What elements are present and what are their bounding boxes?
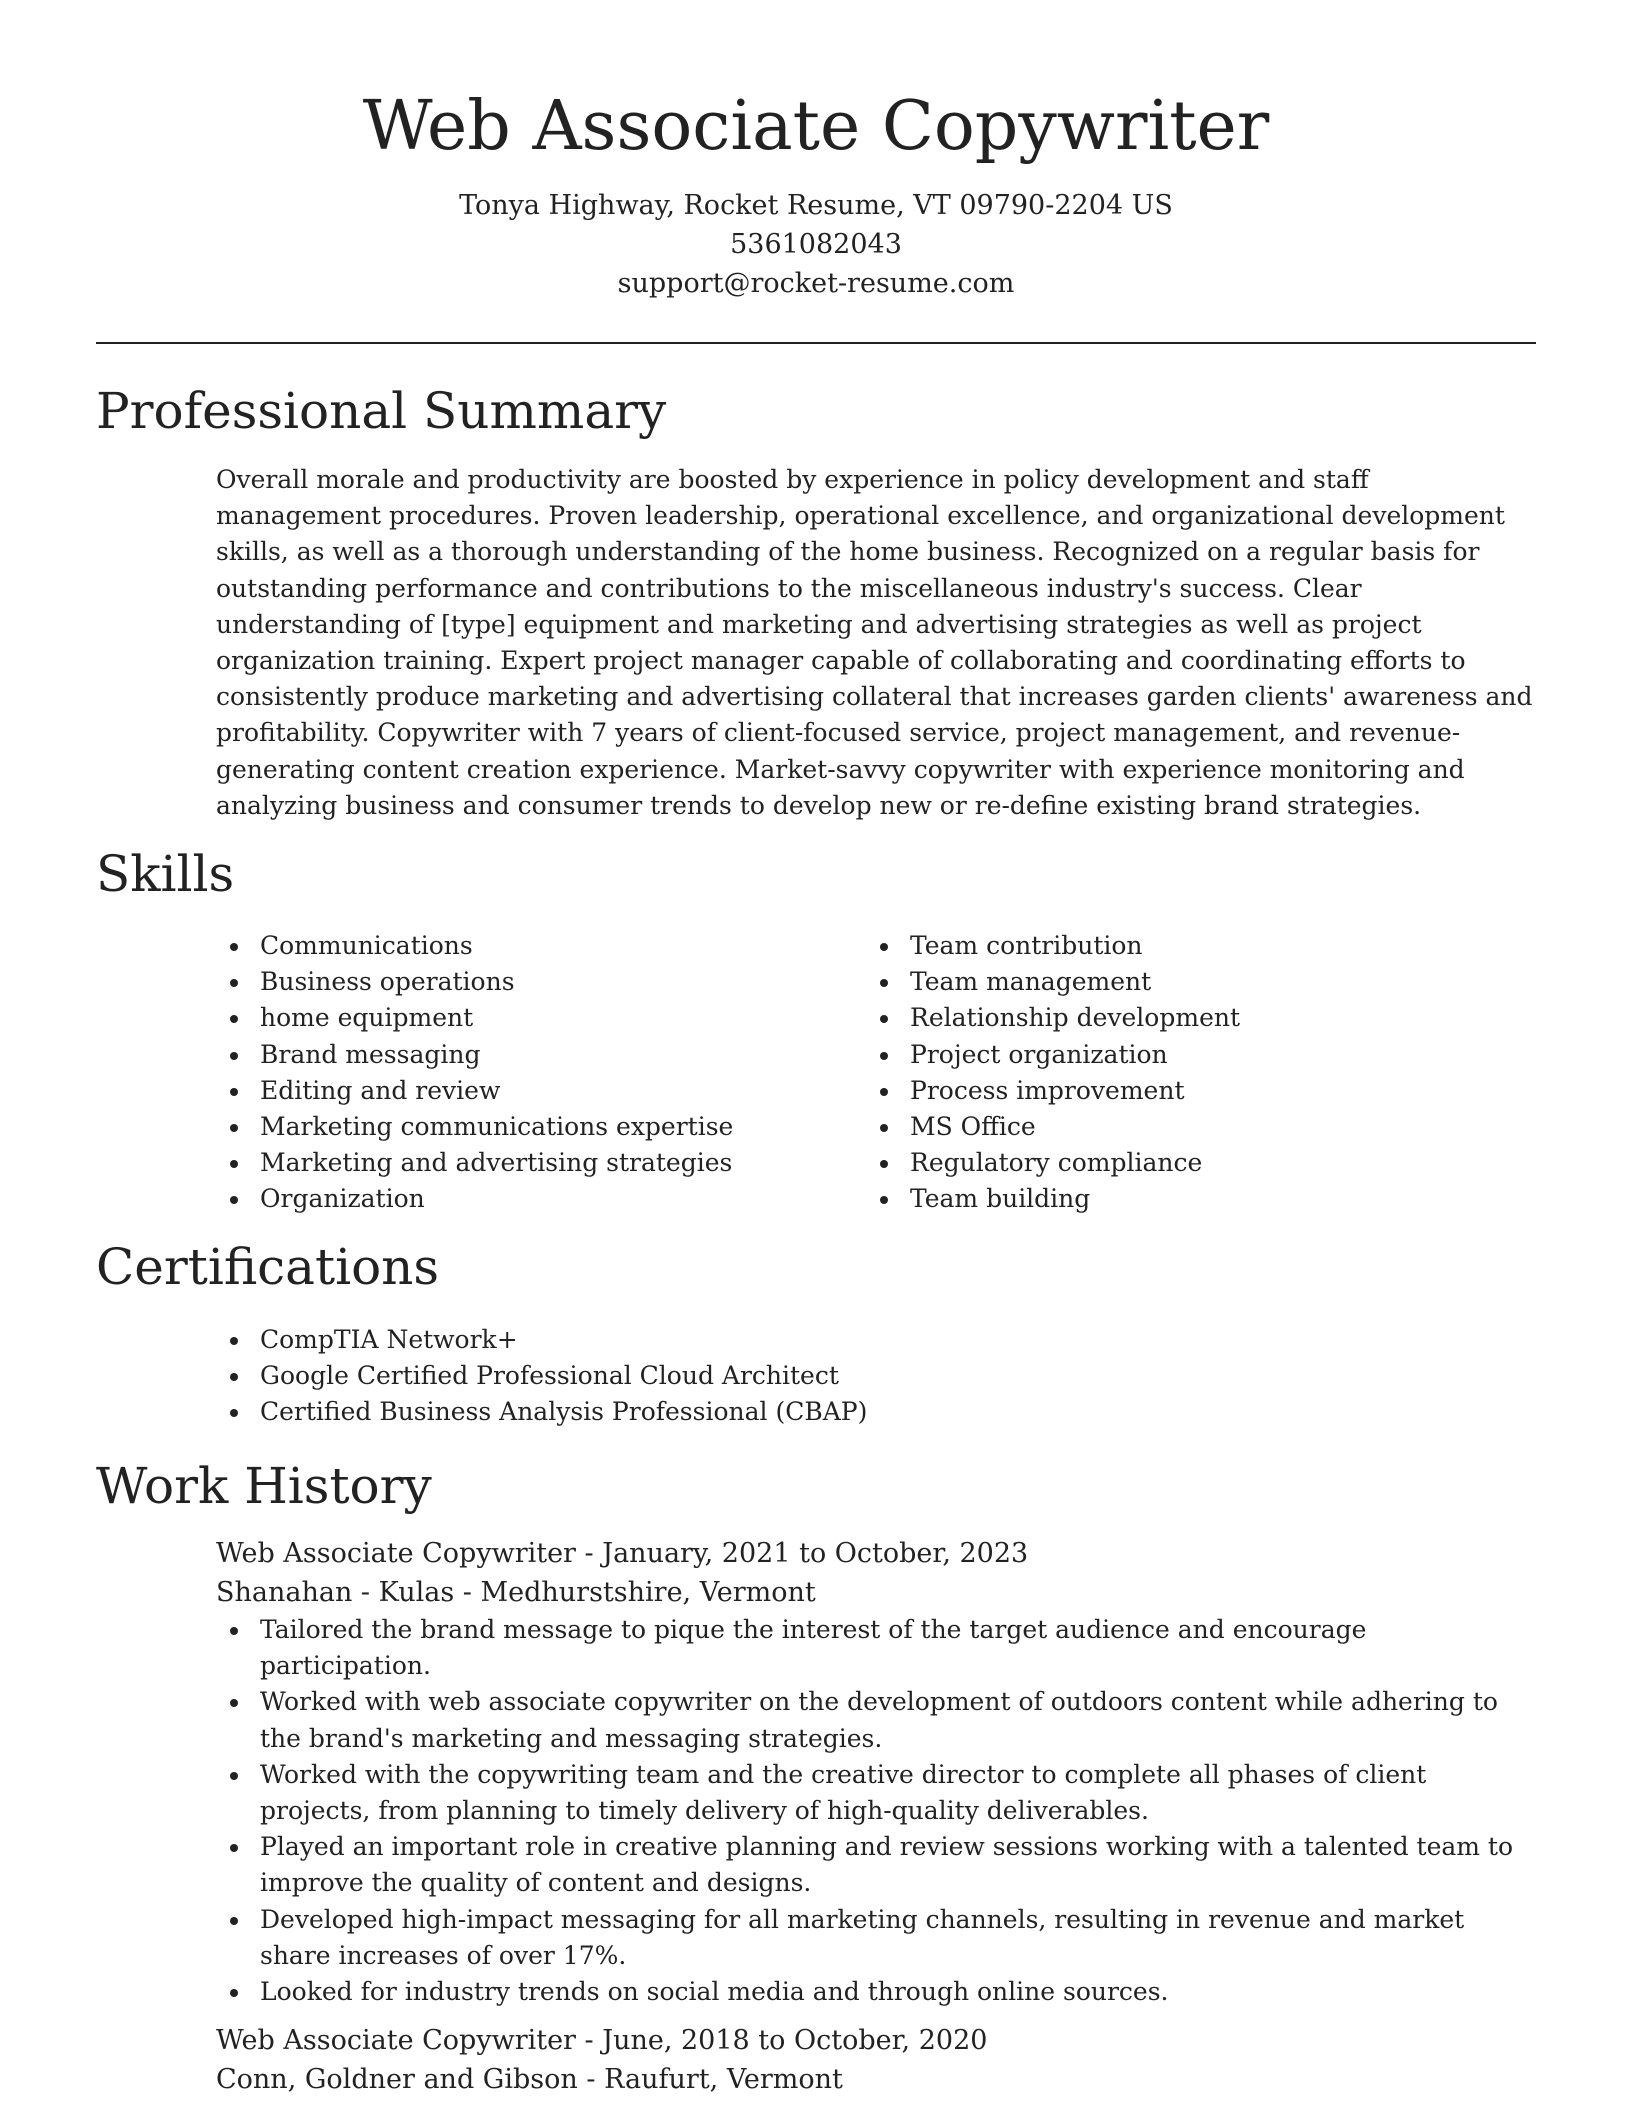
skill-item: home equipment [216,1000,856,1036]
contact-info [96,186,1536,303]
certification-item: CompTIA Network+ [216,1322,1536,1358]
header-divider [96,342,1536,344]
candidate-name: Web Associate Copywriter [362,87,1270,166]
job-entry [216,1534,1536,2010]
job-bullets [216,1612,1536,2010]
job-dates: - June, 2018 to October, 2020 [575,2025,988,2056]
skill-item: MS Office [866,1109,1506,1145]
job-title-line [216,2021,1536,2060]
job-title: Web Associate Copywriter [216,2025,576,2056]
skills-list-right [866,928,1506,1218]
job-entry [216,2021,1536,2099]
job-location: - Medhurstshire, Vermont [454,1577,816,1608]
skill-item: Regulatory compliance [866,1145,1506,1181]
contact-email: support@rocket-resume.com [617,268,1015,299]
skill-item: Team contribution [866,928,1506,964]
section-title-work-history: Work History [96,1457,432,1515]
skill-item: Team management [866,964,1506,1000]
job-bullet: Looked for industry trends on social media and through online sources. [216,1974,1536,2010]
job-company-line [216,1573,1536,1612]
skill-item: Organization [216,1181,856,1217]
skill-item: Project organization [866,1037,1506,1073]
job-title-line [216,1534,1536,1573]
job-company-line [216,2060,1536,2099]
section-title-skills: Skills [96,845,235,903]
skill-item: Team building [866,1181,1506,1217]
skill-item: Business operations [216,964,856,1000]
skill-item: Relationship development [866,1000,1506,1036]
job-company: Shanahan - Kulas [216,1577,455,1608]
job-bullet: Worked with the copywriting team and the creative director to complete all phases of client projects, from planning to timely delivery of high-quality deliverables. [216,1757,1536,1829]
job-company: Conn, Goldner and Gibson [216,2064,578,2095]
resume-header [96,84,1536,303]
certification-item: Google Certified Professional Cloud Architect [216,1358,1536,1394]
skill-item: Editing and review [216,1073,856,1109]
certifications-list [216,1322,1536,1431]
section-title-summary: Professional Summary [96,382,667,440]
contact-address: Tonya Highway, Rocket Resume, VT 09790-2204 US [459,190,1173,221]
section-title-certifications: Certifications [96,1238,440,1296]
job-bullet: Played an important role in creative planning and review sessions working with a talented team to improve the quality of content and designs. [216,1829,1536,1901]
skill-item: Process improvement [866,1073,1506,1109]
skill-item: Marketing and advertising strategies [216,1145,856,1181]
certification-item: Certified Business Analysis Professional (CBAP) [216,1394,1536,1430]
job-bullet: Tailored the brand message to pique the interest of the target audience and encourage participation. [216,1612,1536,1684]
skills-list-left [216,928,856,1218]
skill-item: Brand messaging [216,1037,856,1073]
job-title: Web Associate Copywriter [216,1538,576,1569]
job-bullet: Developed high-impact messaging for all marketing channels, resulting in revenue and market share increases of over 17%. [216,1902,1536,1974]
job-bullet: Worked with web associate copywriter on the development of outdoors content while adhering to the brand's marketing and messaging strategies. [216,1684,1536,1756]
skill-item: Marketing communications expertise [216,1109,856,1145]
skill-item: Communications [216,928,856,964]
job-dates: - January, 2021 to October, 2023 [575,1538,1029,1569]
contact-phone: 5361082043 [730,229,902,260]
job-location: - Raufurt, Vermont [577,2064,843,2095]
summary-text: Overall morale and productivity are boosted by experience in policy development and staff management procedures. Proven leadership, operational excellence, and organizational development skills, as well as a thorough understanding of the home business. Recognized on a regular basis for outstanding performance and contributions to the miscellaneous industry's success. Clear understanding of [type] equipment and marketing and advertising strategies as well as project organization training. Expert project manager capable of collaborating and coordinating efforts to consistently produce marketing and advertising collateral that increases garden clients' awareness and profitability. Copywriter with 7 years of client-focused service, project management, and revenue-generating content creation experience. Market-savvy copywriter with experience monitoring and analyzing business and consumer trends to develop new or re-define existing brand strategies. [216,465,1533,820]
